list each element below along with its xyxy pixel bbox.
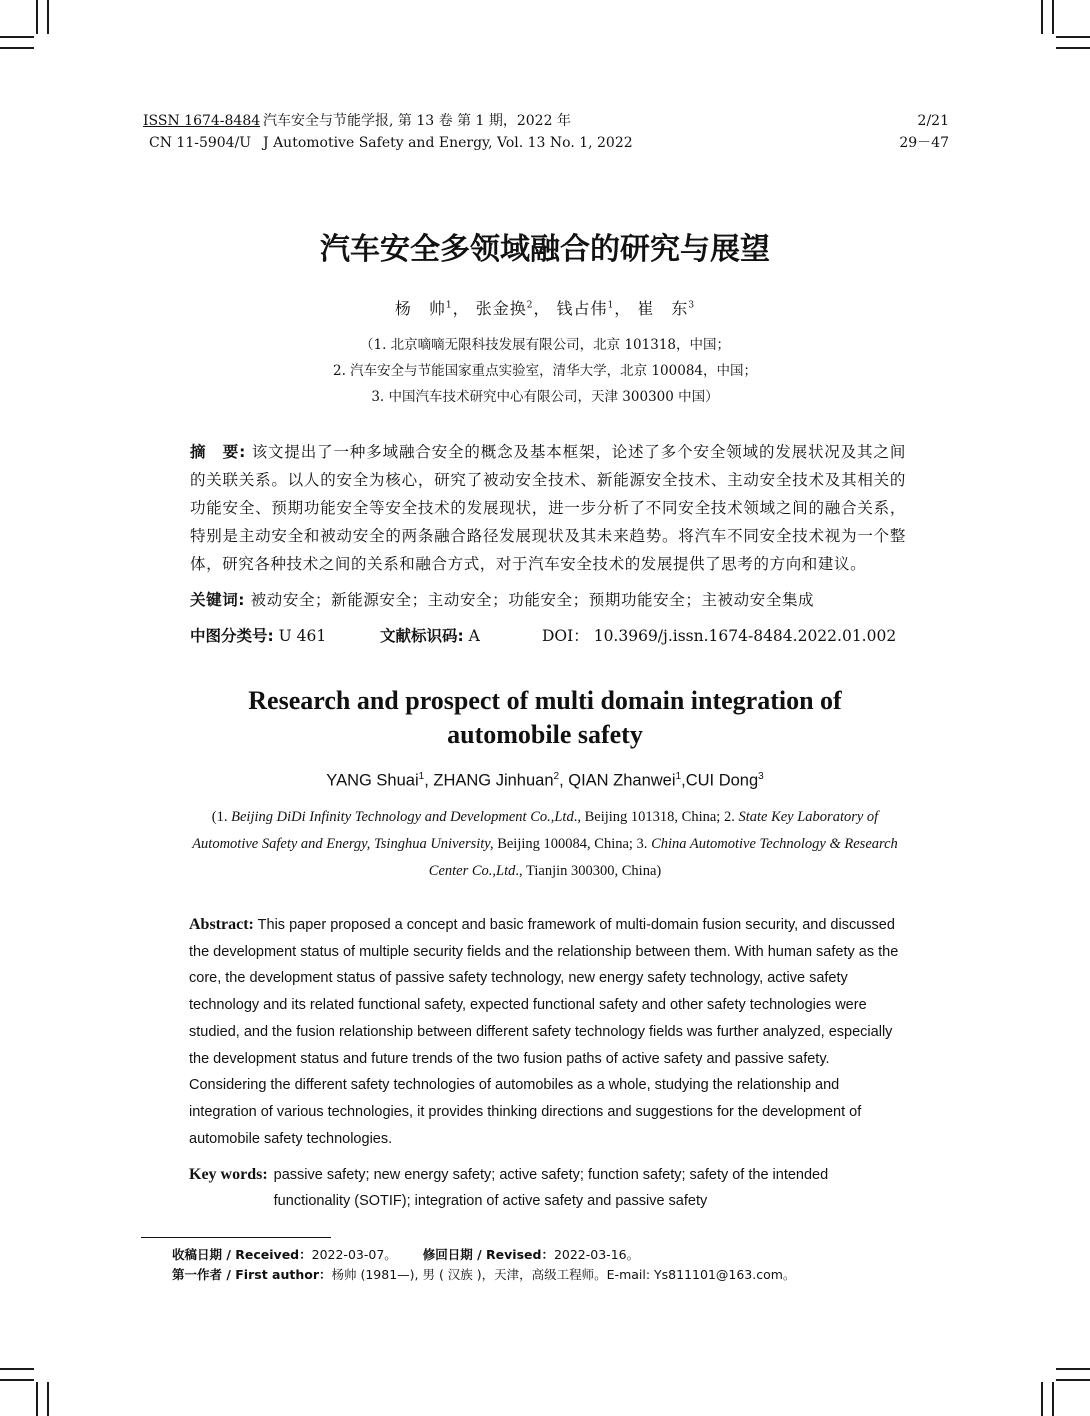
clc-label: 中图分类号: — [190, 627, 274, 645]
abstract-cn-label: 摘 要: — [190, 443, 246, 461]
crop-mark — [1052, 0, 1054, 34]
author-aff-sup: 1 — [445, 300, 453, 311]
journal-name-cn: 汽车安全与节能学报, 第 13 卷 第 1 期，2022 年 — [263, 113, 571, 129]
aff-en-org: China Automotive Technology & Research Center Co.,Ltd — [428, 836, 898, 879]
author-sep: , — [681, 771, 686, 790]
author-aff-sup: 2 — [553, 771, 560, 782]
doc-code-value: A — [468, 627, 480, 645]
crop-mark — [0, 1379, 34, 1381]
author-aff-sup: 3 — [688, 300, 696, 311]
affiliations-en — [180, 804, 910, 885]
aff-en-loc: ., Beijing 101318, China; 2. — [573, 809, 739, 825]
revised-label: 修回日期 / Revised： — [422, 1247, 554, 1262]
author-aff-sup: 1 — [418, 771, 425, 782]
first-author-value: 杨帅 (1981—), 男 ( 汉族 )，天津，高级工程师。E-mail: Ys811101@163.com。 — [331, 1267, 796, 1282]
author-sep: , — [424, 771, 434, 790]
footnote-author — [172, 1265, 795, 1285]
received-label: 收稿日期 / Received： — [172, 1247, 312, 1262]
affiliation-cn: （1. 北京嘀嘀无限科技发展有限公司，北京 101318，中国； — [360, 337, 730, 353]
author-cn: 钱占伟 — [556, 299, 608, 318]
crop-mark — [47, 0, 49, 34]
clc-value: U 461 — [278, 627, 327, 645]
aff-en-loc: Beijing 100084, China; 3. — [493, 836, 652, 852]
doc-code-label: 文献标识码: — [380, 627, 464, 645]
title-en-line: Research and prospect of multi domain integration of — [248, 686, 842, 715]
title-en-line: automobile safety — [447, 720, 643, 749]
authors-en — [0, 771, 1090, 791]
abstract-cn — [190, 438, 906, 578]
page-range-2: 29－47 — [899, 135, 949, 151]
crop-mark — [36, 1382, 38, 1416]
aff-en-org: State Key Laboratory of Automotive Safety and Energy, Tsinghua University, — [192, 809, 879, 852]
page-range — [899, 110, 949, 154]
aff-en-num: (1. — [211, 809, 232, 825]
author-aff-sup: 1 — [675, 771, 682, 782]
doi-label: DOI： — [542, 627, 589, 645]
crop-mark — [1056, 36, 1090, 38]
author-aff-sup: 1 — [607, 300, 615, 311]
author-en: YANG Shuai — [326, 771, 419, 790]
journal-name-en: J Automotive Safety and Energy, Vol. 13 No. 1, 2022 — [263, 135, 633, 151]
author-sep: , — [559, 771, 569, 790]
journal-header — [143, 110, 633, 154]
affiliation-cn: 3. 中国汽车技术研究中心有限公司，天津 300300 中国） — [371, 389, 719, 405]
abstract-en-label: Abstract: — [189, 916, 254, 933]
author-en: CUI Dong — [685, 771, 759, 790]
abstract-en — [189, 912, 905, 1152]
keywords-en — [189, 1162, 905, 1214]
footnote-dates — [172, 1245, 639, 1265]
crop-mark — [1056, 1379, 1090, 1381]
first-author-label: 第一作者 / First author： — [172, 1267, 332, 1282]
author-cn: 杨 帅 — [394, 299, 446, 318]
crop-mark — [0, 36, 34, 38]
title-en — [0, 684, 1090, 752]
received-value: 2022-03-07。 — [311, 1247, 397, 1262]
keywords-cn — [190, 588, 814, 610]
keywords-cn-label: 关键词: — [190, 591, 246, 609]
abstract-en-text: This paper proposed a concept and basic framework of multi-domain fusion security, and discussed the development status of multiple security fields and the relationship between them. With human safety as the core, the development status of passive safety technology, new energy safety technology, active safety technology and its related functional safety, expected functional safety and other safety technologies were studied, and the fusion relationship between different safety technology fields was further analyzed, especially the development status and future trends of the two fusion paths of active safety and passive safety. Considering the different safety technologies of automobiles as a whole, studying the relationship and integration of various technologies, it provides thinking directions and suggestions for the development of automobile safety technologies. — [189, 917, 899, 1147]
crop-mark — [1041, 1382, 1043, 1416]
abstract-cn-text: 该文提出了一种多域融合安全的概念及基本框架，论述了多个安全领域的发展状况及其之间的关联关系。以人的安全为核心，研究了被动安全技术、新能源安全技术、主动安全技术及其相关的功能安全、预期功能安全等安全技术的发展现状，进一步分析了不同安全技术领域之间的融合关系，特别是主动安全和被动安全的两条融合路径发展现状及其未来趋势。将汽车不同安全技术视为一个整体，研究各种技术之间的关系和融合方式，对于汽车安全技术的发展提供了思考的方向和建议。 — [190, 443, 906, 573]
author-cn: 崔 东 — [637, 299, 689, 318]
author-cn: 张金换 — [475, 299, 527, 318]
authors-cn: 杨 帅$^1$， 张金换$^2$， 钱占伟$^1$， 崔 东$^3$ — [394, 299, 696, 318]
classification-row — [190, 624, 896, 646]
footnote-rule — [141, 1237, 331, 1238]
doi-value: 10.3969/j.issn.1674-8484.2022.01.002 — [593, 627, 897, 645]
keywords-en-label: Key words: — [189, 1166, 268, 1183]
author-aff-sup: 3 — [758, 771, 764, 782]
crop-mark — [0, 47, 34, 49]
crop-mark — [0, 1368, 34, 1370]
author-en: ZHANG Jinhuan — [433, 771, 554, 790]
cn-number: CN 11-5904/U — [149, 135, 252, 151]
crop-mark — [36, 0, 38, 34]
author-aff-sup: 2 — [526, 300, 534, 311]
crop-mark — [1041, 0, 1043, 34]
issn: ISSN 1674-8484 — [143, 113, 261, 129]
aff-en-loc: ., Tianjin 300300, China) — [515, 863, 662, 879]
page-range-1: 2/21 — [917, 113, 949, 129]
crop-mark — [1056, 47, 1090, 49]
keywords-cn-text: 被动安全；新能源安全；主动安全；功能安全；预期功能安全；主被动安全集成 — [250, 591, 815, 609]
affiliation-cn: 2. 汽车安全与节能国家重点实验室，清华大学，北京 100084，中国； — [333, 363, 757, 379]
keywords-en-text: passive safety; new energy safety; active safety; function safety; safety of the intended functionality (SOTIF); integration of active safety and passive safety — [273, 1167, 829, 1209]
crop-mark — [47, 1382, 49, 1416]
crop-mark — [1052, 1382, 1054, 1416]
affiliations-cn — [0, 332, 1090, 410]
author-en: QIAN Zhanwei — [568, 771, 676, 790]
crop-mark — [1056, 1368, 1090, 1370]
revised-value: 2022-03-16。 — [553, 1247, 640, 1262]
aff-en-org: Beijing DiDi Infinity Technology and Development Co.,Ltd — [231, 809, 574, 825]
title-cn: 汽车安全多领域融合的研究与展望 — [320, 232, 770, 267]
